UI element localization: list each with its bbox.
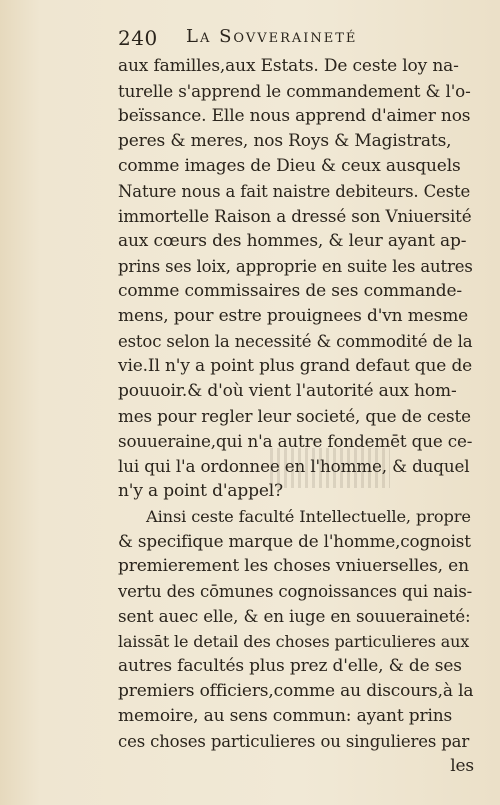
text-line: comme commissaires de ses commande- bbox=[118, 281, 463, 301]
text-line: prins ses loix, approprie en suite les autres bbox=[118, 257, 473, 276]
text-line: immortelle Raison a dressé son Vniuersité bbox=[118, 206, 472, 226]
text-line: memoire, au sens commun: ayant prins bbox=[118, 706, 453, 726]
text-line: laissāt le detail des choses particulieres aux bbox=[118, 632, 470, 651]
text-line: turelle s'apprend le commandement & l'o- bbox=[118, 81, 471, 101]
text-line: peres & meres, nos Roys & Magistrats, bbox=[118, 131, 452, 151]
text-line: ces choses particulieres ou singulieres par bbox=[118, 732, 470, 751]
text-line: vertu des cōmunes cognoissances qui nais- bbox=[118, 582, 473, 601]
text-line: comme images de Dieu & ceux ausquels bbox=[118, 156, 461, 176]
page-number: 240 bbox=[118, 26, 158, 50]
page-header bbox=[118, 22, 438, 52]
text-line: vie.Il n'y a point plus grand defaut que de bbox=[118, 356, 473, 376]
text-line: pouuoir.& d'où vient l'autorité aux hom- bbox=[118, 381, 457, 401]
text-line: mens, pour estre prouignees d'vn mesme bbox=[118, 306, 469, 326]
text-line: Nature nous a fait naistre debiteurs. Ceste bbox=[118, 182, 471, 201]
paragraph-start-line: Ainsi ceste faculté Intellectuelle, propre bbox=[146, 507, 471, 526]
text-line: premiers officiers,comme au discours,à la bbox=[118, 681, 474, 701]
text-line: estoc selon la necessité & commodité de la bbox=[118, 332, 473, 351]
body-text bbox=[118, 54, 474, 779]
text-line: beïssance. Elle nous apprend d'aimer nos bbox=[118, 106, 471, 126]
text-line: autres facultés plus prez d'elle, & de ses bbox=[118, 656, 462, 676]
text-line: & specifique marque de l'homme,cognoist bbox=[118, 531, 471, 551]
text-line: aux familles,aux Estats. De ceste loy na- bbox=[118, 56, 459, 76]
running-title: La Sovveraineté bbox=[186, 26, 358, 47]
text-line: lui qui l'a ordonnee en l'homme, & duquel bbox=[118, 456, 470, 476]
catchword: les bbox=[450, 756, 474, 776]
text-line: aux cœurs des hommes, & leur ayant ap- bbox=[118, 231, 467, 251]
text-line: premierement les choses vniuerselles, en bbox=[118, 556, 469, 576]
text-line: sent auec elle, & en iuge en souueraineté: bbox=[118, 606, 471, 626]
text-line: n'y a point d'appel? bbox=[118, 481, 283, 501]
text-line: souueraine,qui n'a autre fondemēt que ce- bbox=[118, 431, 473, 451]
text-line: mes pour regler leur societé, que de ceste bbox=[118, 406, 471, 426]
